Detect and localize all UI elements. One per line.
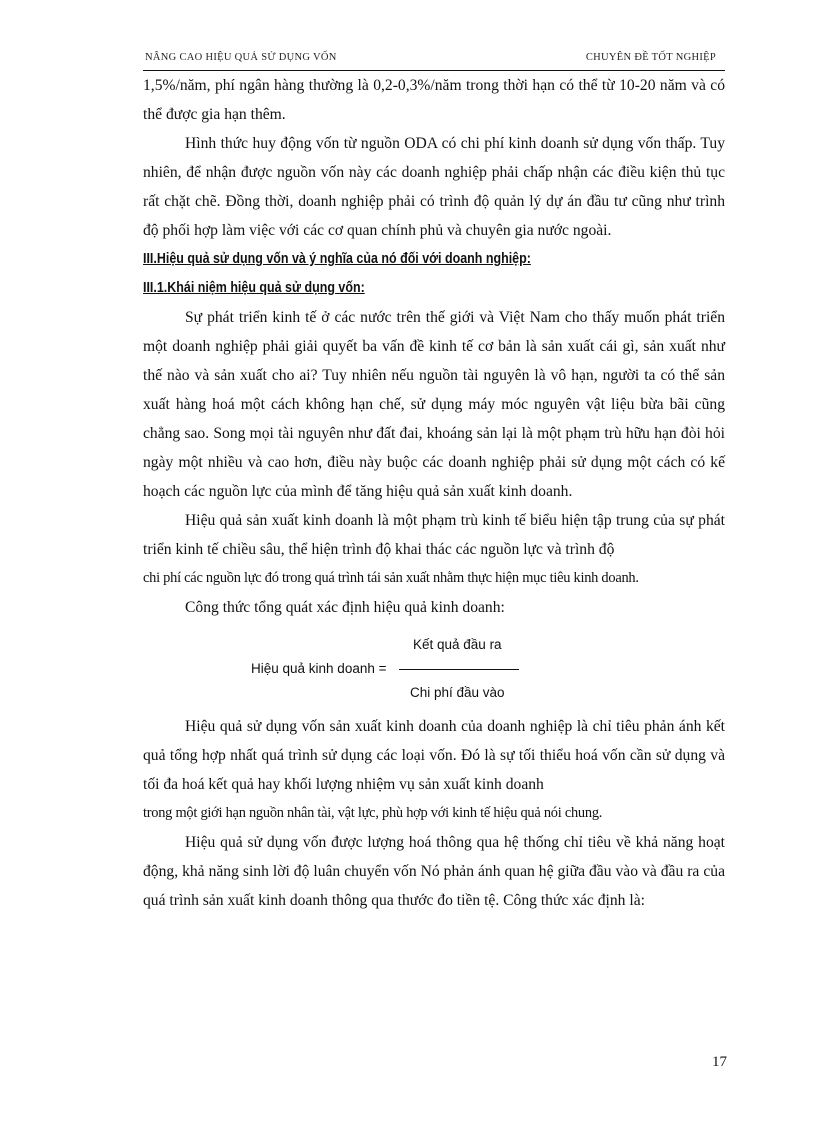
paragraph-efficiency-a: Hiệu quả sản xuất kinh doanh là một phạm trù kinh tế biểu hiện tập trung của sự phát triển kinh tế chiều sâu, thể hiện trình độ khai thác các nguồn lực và trình độ [143, 512, 725, 558]
paragraph-efficiency-b: chi phí các nguồn lực đó trong quá trình tái sản xuất nhằm thực hiện mục tiêu kinh doanh. [143, 570, 639, 586]
page-number: 17 [712, 1054, 727, 1070]
header-left: NÂNG CAO HIỆU QUẢ SỬ DỤNG VỐN [145, 52, 337, 63]
paragraph-development: Sự phát triển kinh tế ở các nước trên thế giới và Việt Nam cho thấy muốn phát triển một doanh nghiệp phải giải quyết ba vấn đề kinh tế cơ bản là sản xuất cái gì, sản xuất như thế nào và sản xuất cho ai? Tuy nhiên nếu nguồn tài nguyên là vô hạn, người ta có thể sản xuất hàng hoá một cách không hạn chế, sử dụng máy móc nguyên vật liệu bừa bãi cũng chẳng sao. Song mọi tài nguyên như đất đai, khoáng sản lại là một phạm trù hữu hạn đòi hỏi ngày một nhiều và cao hơn, điều này buộc các doanh nghiệp phải sử dụng một cách có kế hoạch các nguồn lực của mình để tăng hiệu quả sản xuất kinh doanh. [143, 309, 725, 500]
formula-numerator: Kết quả đầu ra [413, 637, 502, 652]
paragraph-capital-efficiency-b: trong một giới hạn nguồn nhân tài, vật lực, phù hợp với kinh tế hiệu quả nói chung. [143, 805, 603, 821]
paragraph-capital-efficiency-a: Hiệu quả sử dụng vốn sản xuất kinh doanh của doanh nghiệp là chỉ tiêu phản ánh kết quả tổng hợp nhất quá trình sử dụng các loại vốn. Đó là sự tối thiểu hoá vốn cần sử dụng và tối đa hoá kết quả hay khối lượng nhiệm vụ sản xuất kinh doanh [143, 718, 725, 793]
efficiency-formula [143, 628, 725, 712]
paragraph-formula-intro: Công thức tổng quát xác định hiệu quả kinh doanh: [185, 599, 505, 616]
formula-lhs: Hiệu quả kinh doanh = [251, 661, 387, 676]
formula-denominator: Chi phí đầu vào [410, 685, 505, 700]
section-heading: III.Hiệu quả sử dụng vốn và ý nghĩa của nó đối với doanh nghiệp: [143, 251, 531, 267]
header-right: CHUYÊN ĐỀ TỐT NGHIỆP [585, 52, 716, 63]
paragraph-oda: Hình thức huy động vốn từ nguồn ODA có chi phí kinh doanh sử dụng vốn thấp. Tuy nhiên, để nhận được nguồn vốn này các doanh nghiệp phải chấp nhận các điều kiện thủ tục rất chặt chẽ. Đồng thời, doanh nghiệp phải có trình độ quản lý dự án đầu tư cũng như trình độ phối hợp làm việc với các cơ quan chính phủ và chuyên gia nước ngoài. [143, 135, 725, 239]
subsection-heading: III.1.Khái niệm hiệu quả sử dụng vốn: [143, 280, 365, 296]
formula-fraction-line [399, 669, 519, 670]
paragraph-indicators: Hiệu quả sử dụng vốn được lượng hoá thông qua hệ thống chỉ tiêu về khả năng hoạt động, khả năng sinh lời độ luân chuyển vốn Nó phản ánh quan hệ giữa đầu vào và đầu ra của quá trình sản xuất kinh doanh thông qua thước đo tiền tệ. Công thức xác định là: [143, 834, 725, 909]
body-text [143, 71, 725, 915]
paragraph-continuation: 1,5%/năm, phí ngân hàng thường là 0,2-0,3%/năm trong thời hạn có thể từ 10-20 năm và có thể được gia hạn thêm. [143, 77, 725, 123]
